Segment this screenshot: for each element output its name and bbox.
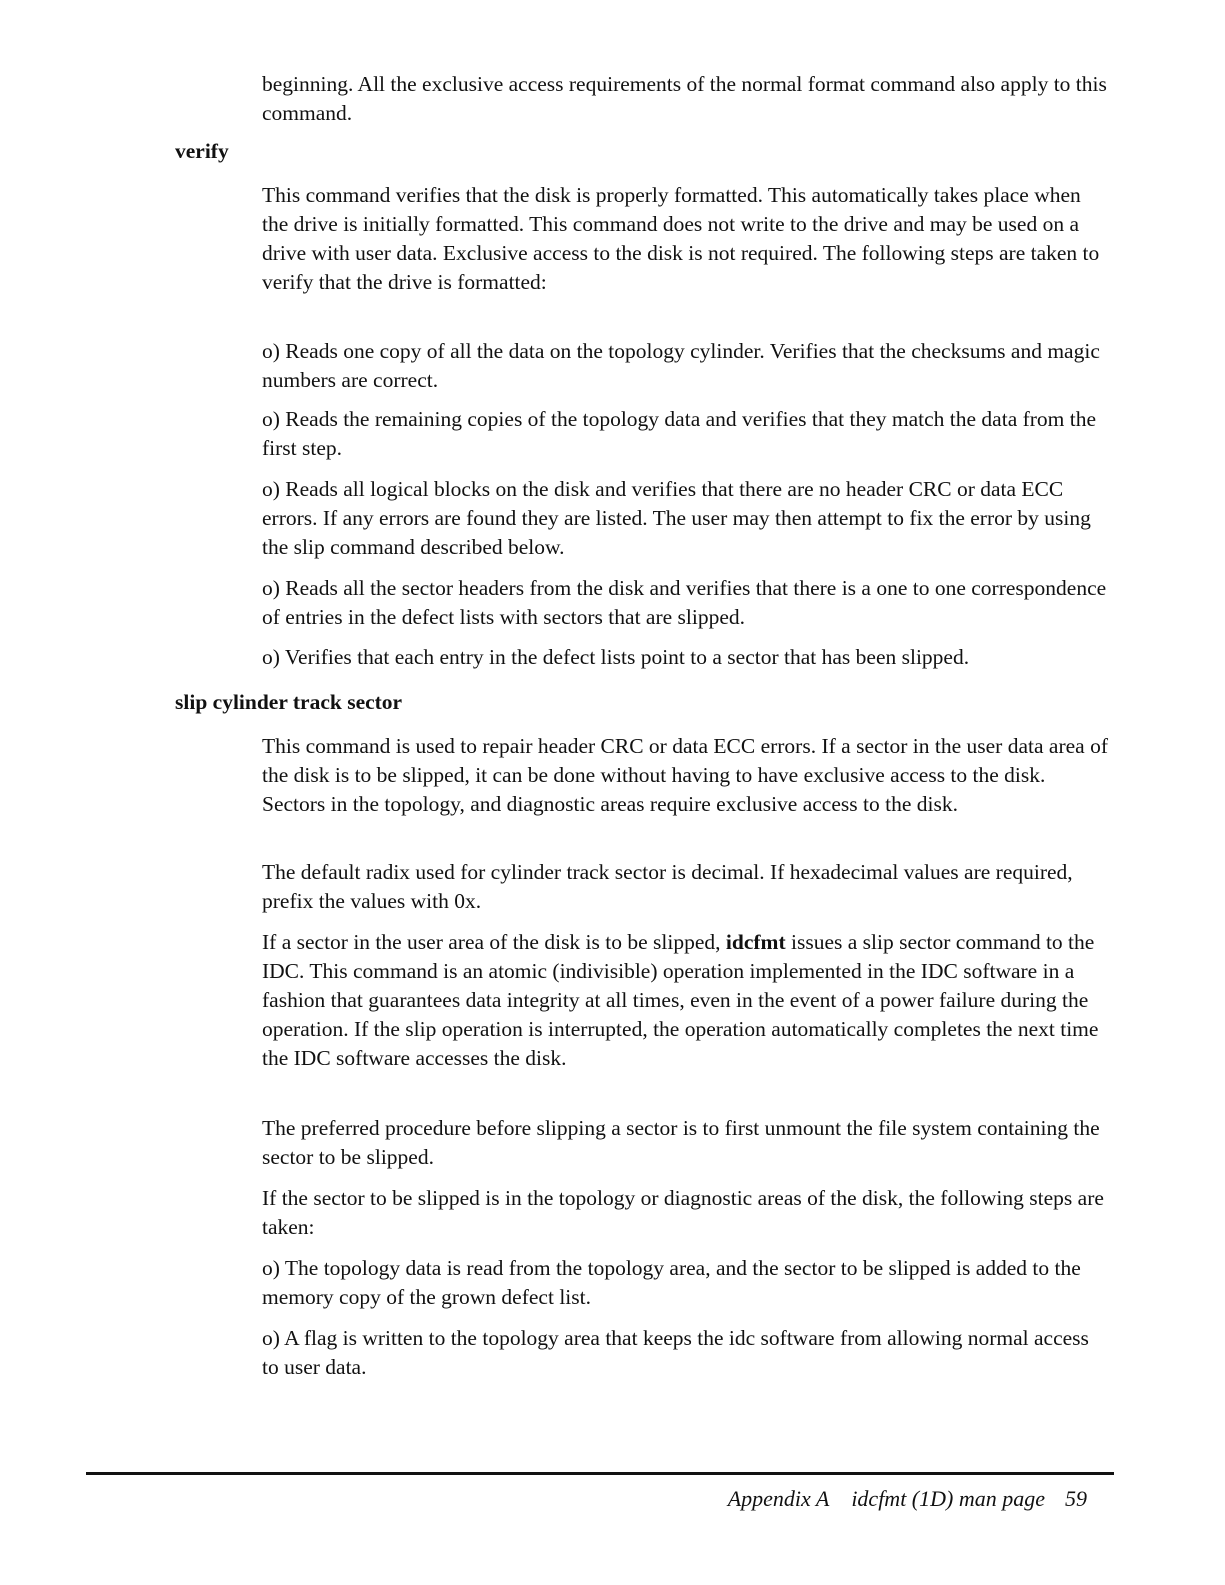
verify-step-5: o) Verifies that each entry in the defect lists point to a sector that has been slipped. bbox=[262, 645, 970, 669]
footer-rule bbox=[86, 1472, 1114, 1475]
verify-step-2: o) Reads the remaining copies of the topology data and verifies that they match the data from the first step. bbox=[262, 407, 1097, 460]
slip-term: slip cylinder track sector bbox=[175, 690, 403, 714]
slip-step-1: o) The topology data is read from the topology area, and the sector to be slipped is added to the memory copy of the grown defect list. bbox=[262, 1256, 1081, 1309]
slip-paragraph-2: The default radix used for cylinder track sector is decimal. If hexadecimal values are required, prefix the values with 0x. bbox=[262, 860, 1073, 913]
verify-term: verify bbox=[175, 139, 229, 163]
slip-paragraph-4: The preferred procedure before slipping a sector is to first unmount the file system containing the sector to be slipped. bbox=[262, 1116, 1100, 1169]
page-number: 59 bbox=[1065, 1486, 1087, 1511]
footer-title: idcfmt (1D) man page bbox=[851, 1486, 1045, 1511]
slip-paragraph-3 bbox=[262, 928, 1110, 1073]
page-footer bbox=[728, 1484, 1087, 1514]
verify-step-3: o) Reads all logical blocks on the disk and verifies that there are no header CRC or data ECC errors. If any errors are found they are listed. The user may then attempt to fix the error by using the slip command described below. bbox=[262, 477, 1091, 559]
verify-intro-paragraph: This command verifies that the disk is properly formatted. This automatically takes place when the drive is initially formatted. This command does not write to the drive and may be used on a drive with user data. Exclusive access to the disk is not required. The following steps are taken to verify that the drive is formatted: bbox=[262, 183, 1100, 294]
verify-step-1: o) Reads one copy of all the data on the topology cylinder. Verifies that the checksums and magic numbers are correct. bbox=[262, 339, 1100, 392]
slip-step-2: o) A flag is written to the topology area that keeps the idc software from allowing normal access to user data. bbox=[262, 1326, 1089, 1379]
slip-paragraph-3-end: issues a slip sector command to the IDC. This command is an atomic (indivisible) operation implemented in the IDC software in a fashion that guarantees data integrity at all times, even in the event of a power failure during the operation. If the slip operation is interrupted, the operation automatically completes the next time the IDC software accesses the disk. bbox=[262, 930, 1099, 1070]
slip-paragraph-5: If the sector to be slipped is in the topology or diagnostic areas of the disk, the following steps are taken: bbox=[262, 1186, 1104, 1239]
format-continuation-paragraph: beginning. All the exclusive access requirements of the normal format command also apply to this command. bbox=[262, 72, 1107, 125]
slip-paragraph-3-start: If a sector in the user area of the disk is to be slipped, bbox=[262, 930, 726, 954]
slip-paragraph-1: This command is used to repair header CRC or data ECC errors. If a sector in the user data area of the disk is to be slipped, it can be done without having to have exclusive access to the disk. Sectors in the topology, and diagnostic areas require exclusive access to the disk. bbox=[262, 734, 1108, 816]
verify-step-4: o) Reads all the sector headers from the disk and verifies that there is a one to one correspondence of entries in the defect lists with sectors that are slipped. bbox=[262, 576, 1107, 629]
footer-section: Appendix A bbox=[727, 1486, 830, 1511]
idcfmt-command-name: idcfmt bbox=[725, 930, 786, 954]
